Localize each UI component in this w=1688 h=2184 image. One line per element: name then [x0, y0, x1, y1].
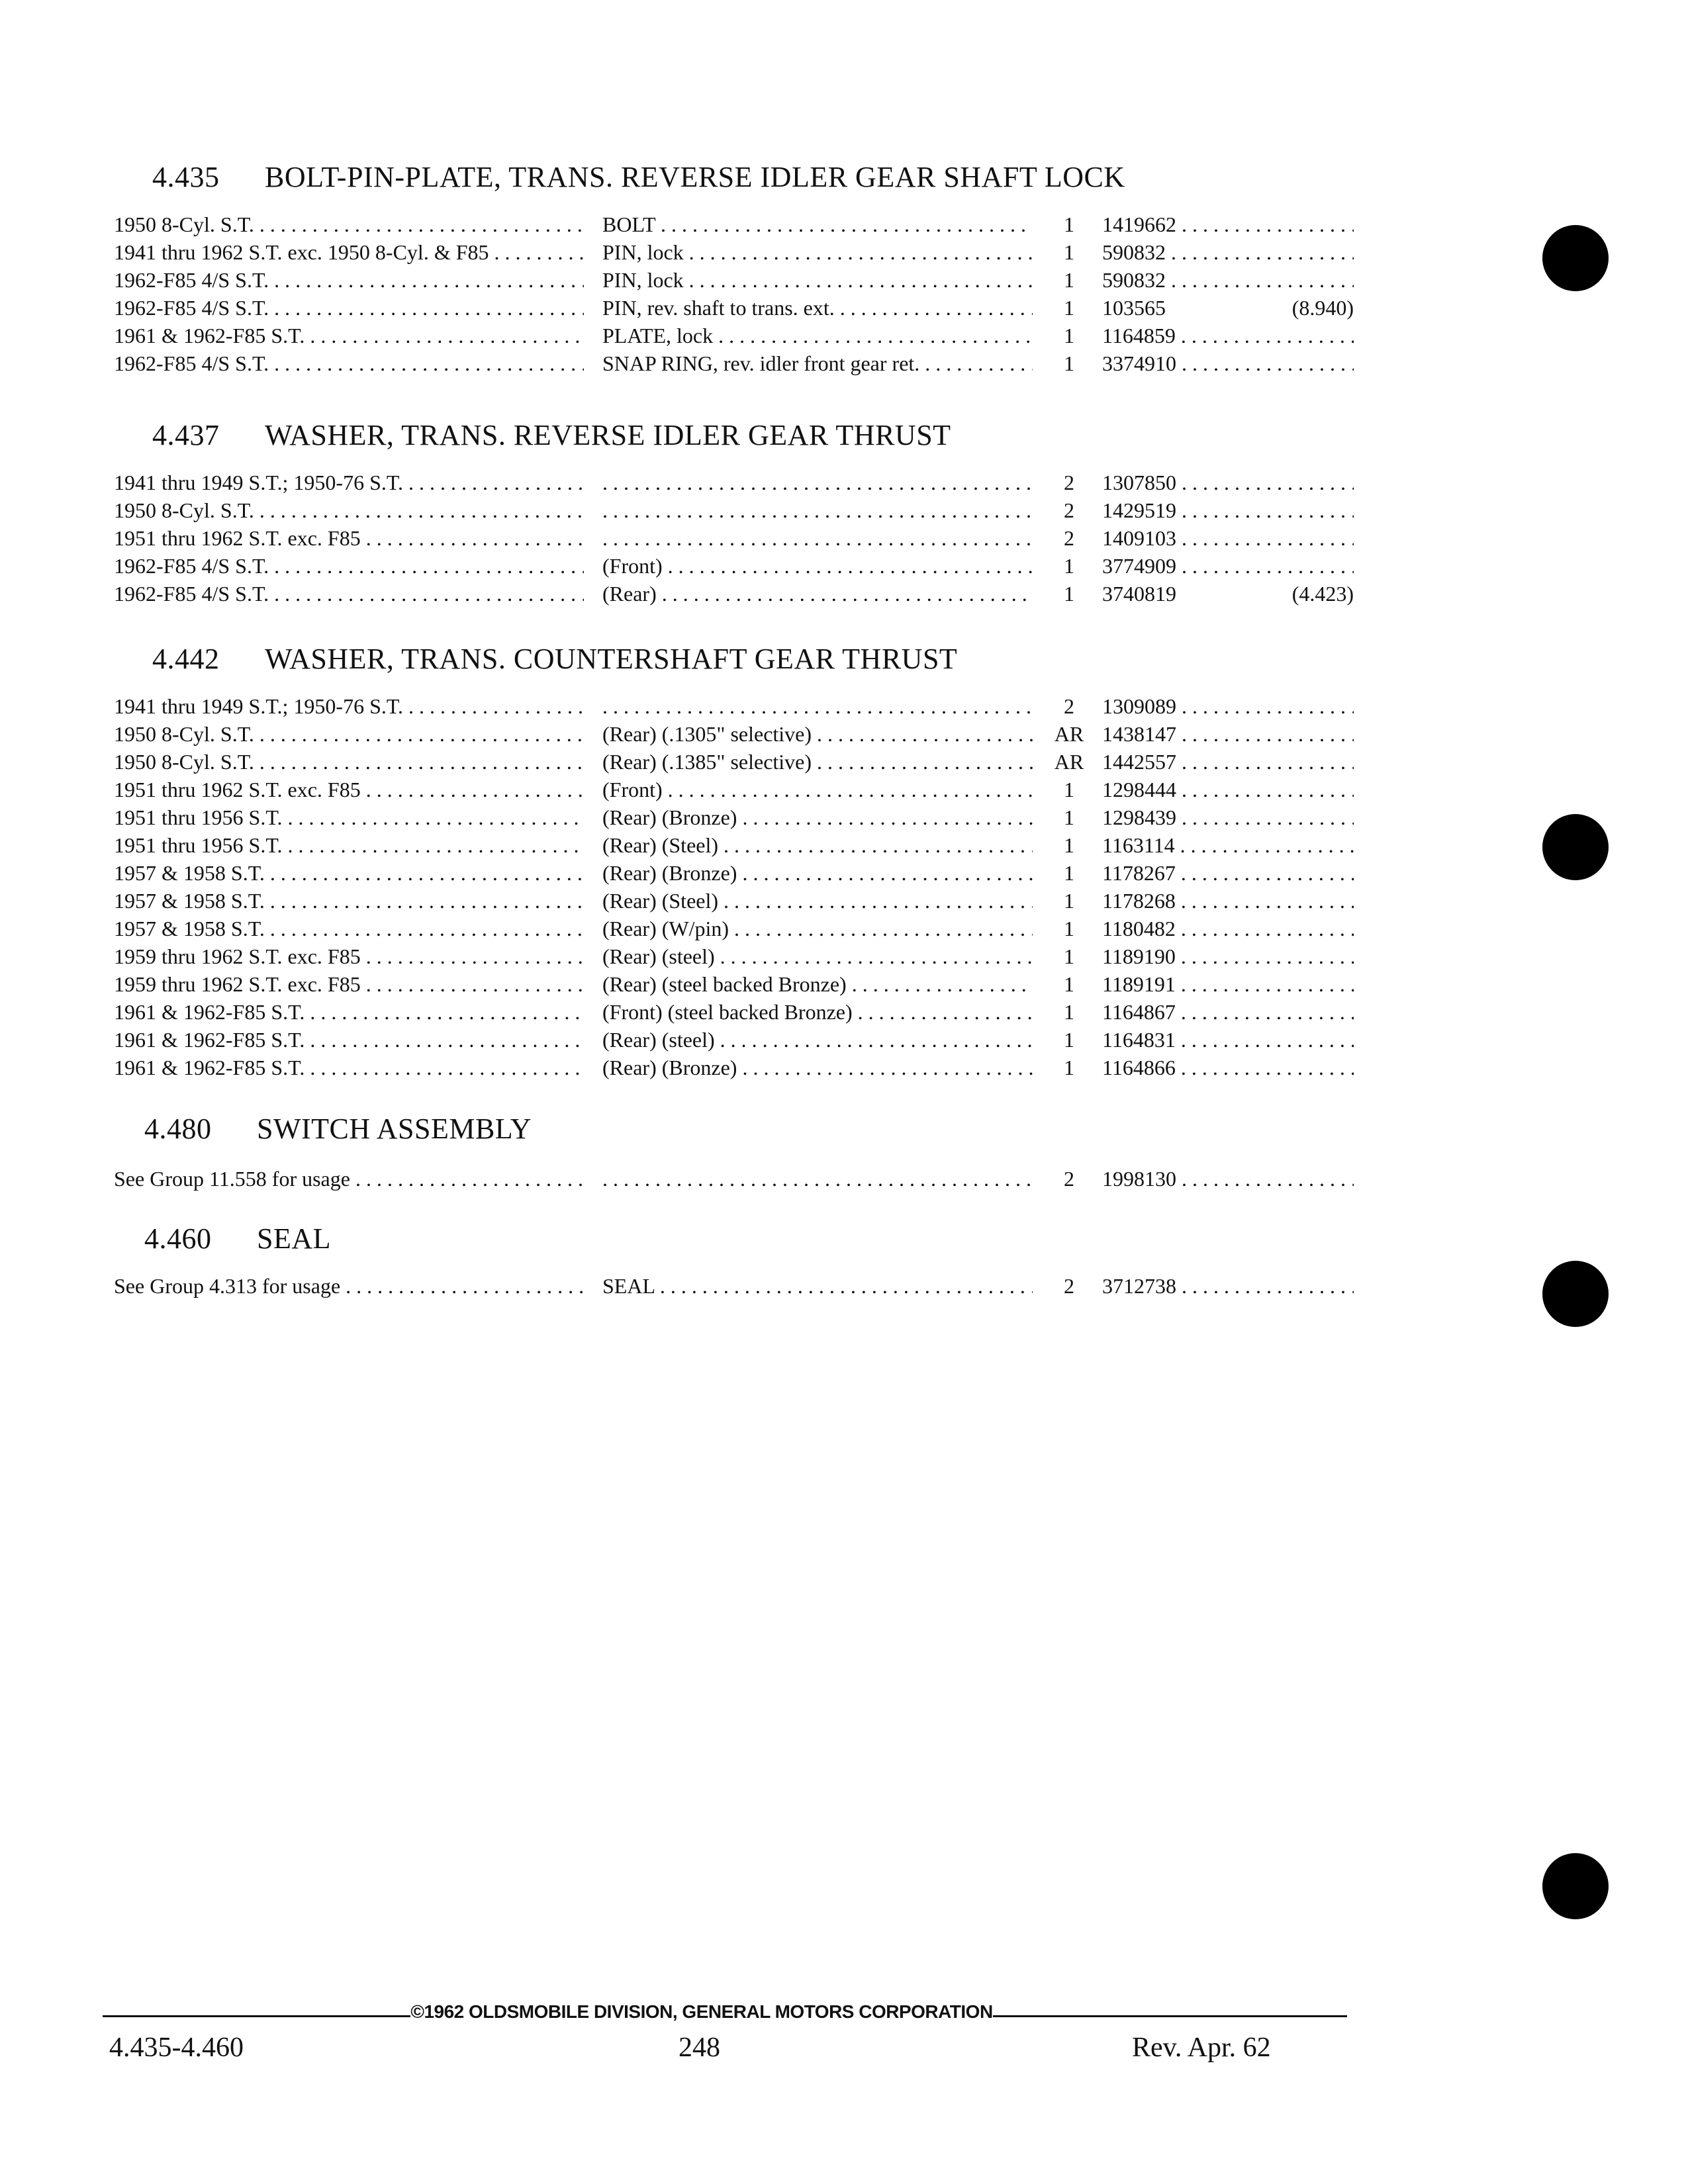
part-number: 1164859 [1102, 324, 1176, 347]
description-cell: (Rear) (Bronze) . . . [602, 859, 1033, 887]
section-title: SWITCH ASSEMBLY [257, 1113, 532, 1145]
usage-cell: 1961 & 1962-F85 S.T. . . . [114, 1026, 584, 1054]
description-cell: BOLT . . . [602, 210, 1033, 238]
section-number: 4.437 [152, 419, 220, 451]
usage-cell: 1951 thru 1956 S.T. . . . [114, 803, 584, 831]
quantity-cell: 1 [1064, 778, 1074, 801]
quantity-cell: 1 [1064, 972, 1074, 996]
part-number-cell [1102, 580, 1354, 608]
part-number-cell [1102, 1272, 1354, 1300]
footer-revision: Rev. Apr. 62 [1132, 2032, 1271, 2063]
part-number-cell [1102, 1026, 1354, 1054]
part-number-cell [1102, 496, 1354, 524]
description-cell: PIN, lock . . . [602, 238, 1033, 266]
description-cell: (Rear) (steel) . . . [602, 1026, 1033, 1054]
quantity-cell: 1 [1064, 212, 1074, 236]
part-number: 1164831 [1102, 1028, 1176, 1052]
description-cell: (Front) . . . [602, 552, 1033, 580]
description-cell: SEAL . . . [602, 1272, 1033, 1300]
description-cell: (Front) . . . [602, 776, 1033, 803]
part-number: 1438147 [1102, 722, 1176, 746]
usage-cell: 1951 thru 1956 S.T. . . . [114, 831, 584, 859]
section-heading [152, 416, 951, 455]
part-number: 1419662 [1102, 212, 1176, 236]
quantity-cell: 2 [1064, 471, 1074, 494]
description-cell: (Rear) (Bronze) . . . [602, 1054, 1033, 1081]
parts-row [0, 1026, 1688, 1054]
part-number: 1189191 [1102, 972, 1176, 996]
usage-cell: 1962-F85 4/S S.T. . . . [114, 266, 584, 294]
part-number: 1298444 [1102, 778, 1176, 801]
parts-row [0, 1054, 1688, 1081]
description-cell: (Rear) (Steel) . . . [602, 831, 1033, 859]
part-number-cell [1102, 266, 1354, 294]
parts-row [0, 1272, 1688, 1300]
part-number: 1429519 [1102, 498, 1176, 522]
part-number: 1307850 [1102, 471, 1176, 494]
part-number: 590832 [1102, 268, 1166, 292]
part-number: 1409103 [1102, 526, 1176, 550]
quantity-cell: 2 [1064, 694, 1074, 718]
section-title: WASHER, TRANS. COUNTERSHAFT GEAR THRUST [265, 643, 958, 675]
quantity-cell: 1 [1064, 917, 1074, 940]
part-number-cell [1102, 748, 1354, 776]
parts-row [0, 776, 1688, 803]
usage-cell: 1941 thru 1949 S.T.; 1950-76 S.T. . . . [114, 469, 584, 496]
usage-cell: 1950 8-Cyl. S.T. . . . [114, 748, 584, 776]
part-number-cell [1102, 942, 1354, 970]
quantity-cell: 1 [1064, 582, 1074, 606]
footer-rule-left [103, 2015, 420, 2017]
section-title: WASHER, TRANS. REVERSE IDLER GEAR THRUST [265, 419, 951, 451]
part-number: 1178268 [1102, 889, 1176, 913]
description-cell: (Rear) . . . [602, 580, 1033, 608]
part-number-cell [1102, 970, 1354, 998]
usage-cell: 1962-F85 4/S S.T. . . . [114, 580, 584, 608]
usage-cell: 1959 thru 1962 S.T. exc. F85 . . . [114, 942, 584, 970]
parts-row [0, 210, 1688, 238]
quantity-cell: 1 [1064, 268, 1074, 292]
quantity-cell: 1 [1064, 296, 1074, 320]
footer-rule-right [980, 2015, 1347, 2017]
usage-cell: 1941 thru 1949 S.T.; 1950-76 S.T. . . . [114, 692, 584, 720]
parts-row [0, 469, 1688, 496]
section-heading [152, 158, 1125, 197]
description-cell: SNAP RING, rev. idler front gear ret. . . . [602, 349, 1033, 377]
quantity-cell: 1 [1064, 351, 1074, 375]
quantity-cell: 1 [1064, 1000, 1074, 1024]
usage-cell: 1957 & 1958 S.T. . . . [114, 887, 584, 915]
part-number-cell [1102, 469, 1354, 496]
section-number: 4.442 [152, 643, 220, 675]
part-number-cell [1102, 692, 1354, 720]
quantity-cell: 1 [1064, 861, 1074, 885]
usage-cell: 1961 & 1962-F85 S.T. . . . [114, 322, 584, 349]
section-heading [152, 639, 957, 679]
quantity-cell: 1 [1064, 833, 1074, 857]
usage-cell: 1959 thru 1962 S.T. exc. F85 . . . [114, 970, 584, 998]
parts-row [0, 524, 1688, 552]
description-cell [602, 469, 1033, 496]
usage-cell: 1957 & 1958 S.T. . . . [114, 859, 584, 887]
usage-cell: 1950 8-Cyl. S.T. . . . [114, 496, 584, 524]
parts-row [0, 915, 1688, 942]
parts-row [0, 692, 1688, 720]
parts-row [0, 831, 1688, 859]
description-cell: (Rear) (.1305" selective) . . . [602, 720, 1033, 748]
section-heading [144, 1109, 532, 1149]
parts-row [0, 720, 1688, 748]
quantity-cell: 2 [1064, 1167, 1074, 1191]
copyright-notice: ©1962 OLDSMOBILE DIVISION, GENERAL MOTORS CORPORATION [410, 2001, 993, 2022]
description-cell [602, 1165, 1033, 1193]
part-number: 1178267 [1102, 861, 1176, 885]
description-cell: (Rear) (Steel) . . . [602, 887, 1033, 915]
quantity-cell: 1 [1064, 554, 1074, 578]
section-number: 4.435 [152, 161, 220, 193]
part-number: 1442557 [1102, 750, 1176, 774]
part-number-cell [1102, 803, 1354, 831]
footer-section-range: 4.435-4.460 [109, 2032, 244, 2063]
usage-cell: 1941 thru 1962 S.T. exc. 1950 8-Cyl. & F85 . . . [114, 238, 584, 266]
parts-row [0, 580, 1688, 608]
parts-row [0, 970, 1688, 998]
section-title: BOLT-PIN-PLATE, TRANS. REVERSE IDLER GEAR SHAFT LOCK [265, 161, 1125, 193]
quantity-cell: 2 [1064, 1274, 1074, 1298]
description-cell: (Front) (steel backed Bronze) . . . [602, 998, 1033, 1026]
quantity-cell: 1 [1064, 324, 1074, 347]
section-number: 4.460 [144, 1222, 212, 1255]
parts-row [0, 859, 1688, 887]
section-title: SEAL [257, 1222, 331, 1255]
part-number: 3712738 [1102, 1274, 1176, 1298]
part-number-cell [1102, 1054, 1354, 1081]
parts-row [0, 552, 1688, 580]
usage-cell: See Group 4.313 for usage . . . [114, 1272, 584, 1300]
part-number-cell [1102, 238, 1354, 266]
part-number: 3774909 [1102, 554, 1176, 578]
description-cell [602, 496, 1033, 524]
description-cell: (Rear) (W/pin) . . . [602, 915, 1033, 942]
usage-cell: 1961 & 1962-F85 S.T. . . . [114, 1054, 584, 1081]
parts-row [0, 349, 1688, 377]
parts-row [0, 238, 1688, 266]
parts-row [0, 942, 1688, 970]
part-number: 1164867 [1102, 1000, 1176, 1024]
description-cell: PIN, lock . . . [602, 266, 1033, 294]
quantity-cell: 1 [1064, 889, 1074, 913]
usage-cell: 1962-F85 4/S S.T. . . . [114, 349, 584, 377]
quantity-cell: 2 [1064, 498, 1074, 522]
cross-reference: (4.423) [1287, 580, 1354, 608]
parts-row [0, 803, 1688, 831]
part-number-cell [1102, 720, 1354, 748]
part-number: 1309089 [1102, 694, 1176, 718]
usage-cell: 1962-F85 4/S S.T. . . . [114, 294, 584, 322]
part-number: 3740819 [1102, 582, 1176, 606]
usage-cell: 1951 thru 1962 S.T. exc. F85 . . . [114, 524, 584, 552]
part-number-cell [1102, 552, 1354, 580]
part-number-cell [1102, 998, 1354, 1026]
quantity-cell: 1 [1064, 240, 1074, 264]
section-heading [144, 1219, 331, 1259]
parts-row [0, 294, 1688, 322]
description-cell: PLATE, lock . . . [602, 322, 1033, 349]
binder-hole-4 [1542, 1853, 1609, 1919]
part-number-cell [1102, 294, 1354, 322]
usage-cell: 1950 8-Cyl. S.T. . . . [114, 720, 584, 748]
description-cell [602, 692, 1033, 720]
description-cell: PIN, rev. shaft to trans. ext. . . . [602, 294, 1033, 322]
usage-cell: 1951 thru 1962 S.T. exc. F85 . . . [114, 776, 584, 803]
parts-row [0, 748, 1688, 776]
quantity-cell: 1 [1064, 805, 1074, 829]
usage-cell: 1961 & 1962-F85 S.T. . . . [114, 998, 584, 1026]
part-number: 103565 [1102, 296, 1166, 320]
quantity-cell: AR [1054, 750, 1084, 774]
usage-cell: See Group 11.558 for usage . . . [114, 1165, 584, 1193]
parts-row [0, 998, 1688, 1026]
part-number-cell [1102, 859, 1354, 887]
footer-page-number: 248 [679, 2032, 720, 2063]
part-number-cell [1102, 322, 1354, 349]
part-number: 1180482 [1102, 917, 1176, 940]
section-number: 4.480 [144, 1113, 212, 1145]
part-number-cell [1102, 915, 1354, 942]
part-number: 590832 [1102, 240, 1166, 264]
part-number-cell [1102, 1165, 1354, 1193]
usage-cell: 1962-F85 4/S S.T. . . . [114, 552, 584, 580]
parts-row [0, 887, 1688, 915]
parts-row [0, 496, 1688, 524]
parts-row [0, 1165, 1688, 1193]
description-cell: (Rear) (Bronze) . . . [602, 803, 1033, 831]
part-number: 1164866 [1102, 1056, 1176, 1079]
quantity-cell: 2 [1064, 526, 1074, 550]
quantity-cell: 1 [1064, 1056, 1074, 1079]
quantity-cell: AR [1054, 722, 1084, 746]
part-number: 3374910 [1102, 351, 1176, 375]
quantity-cell: 1 [1064, 1028, 1074, 1052]
parts-row [0, 322, 1688, 349]
description-cell: (Rear) (steel backed Bronze) . . . [602, 970, 1033, 998]
cross-reference: (8.940) [1287, 294, 1354, 322]
part-number: 1163114 [1102, 833, 1175, 857]
description-cell: (Rear) (steel) . . . [602, 942, 1033, 970]
part-number-cell [1102, 887, 1354, 915]
part-number-cell [1102, 524, 1354, 552]
usage-cell: 1957 & 1958 S.T. . . . [114, 915, 584, 942]
description-cell [602, 524, 1033, 552]
part-number: 1298439 [1102, 805, 1176, 829]
description-cell: (Rear) (.1385" selective) . . . [602, 748, 1033, 776]
part-number-cell [1102, 831, 1354, 859]
part-number-cell [1102, 210, 1354, 238]
part-number: 1998130 [1102, 1167, 1176, 1191]
parts-row [0, 266, 1688, 294]
usage-cell: 1950 8-Cyl. S.T. . . . [114, 210, 584, 238]
part-number-cell [1102, 776, 1354, 803]
part-number-cell [1102, 349, 1354, 377]
part-number: 1189190 [1102, 944, 1176, 968]
quantity-cell: 1 [1064, 944, 1074, 968]
